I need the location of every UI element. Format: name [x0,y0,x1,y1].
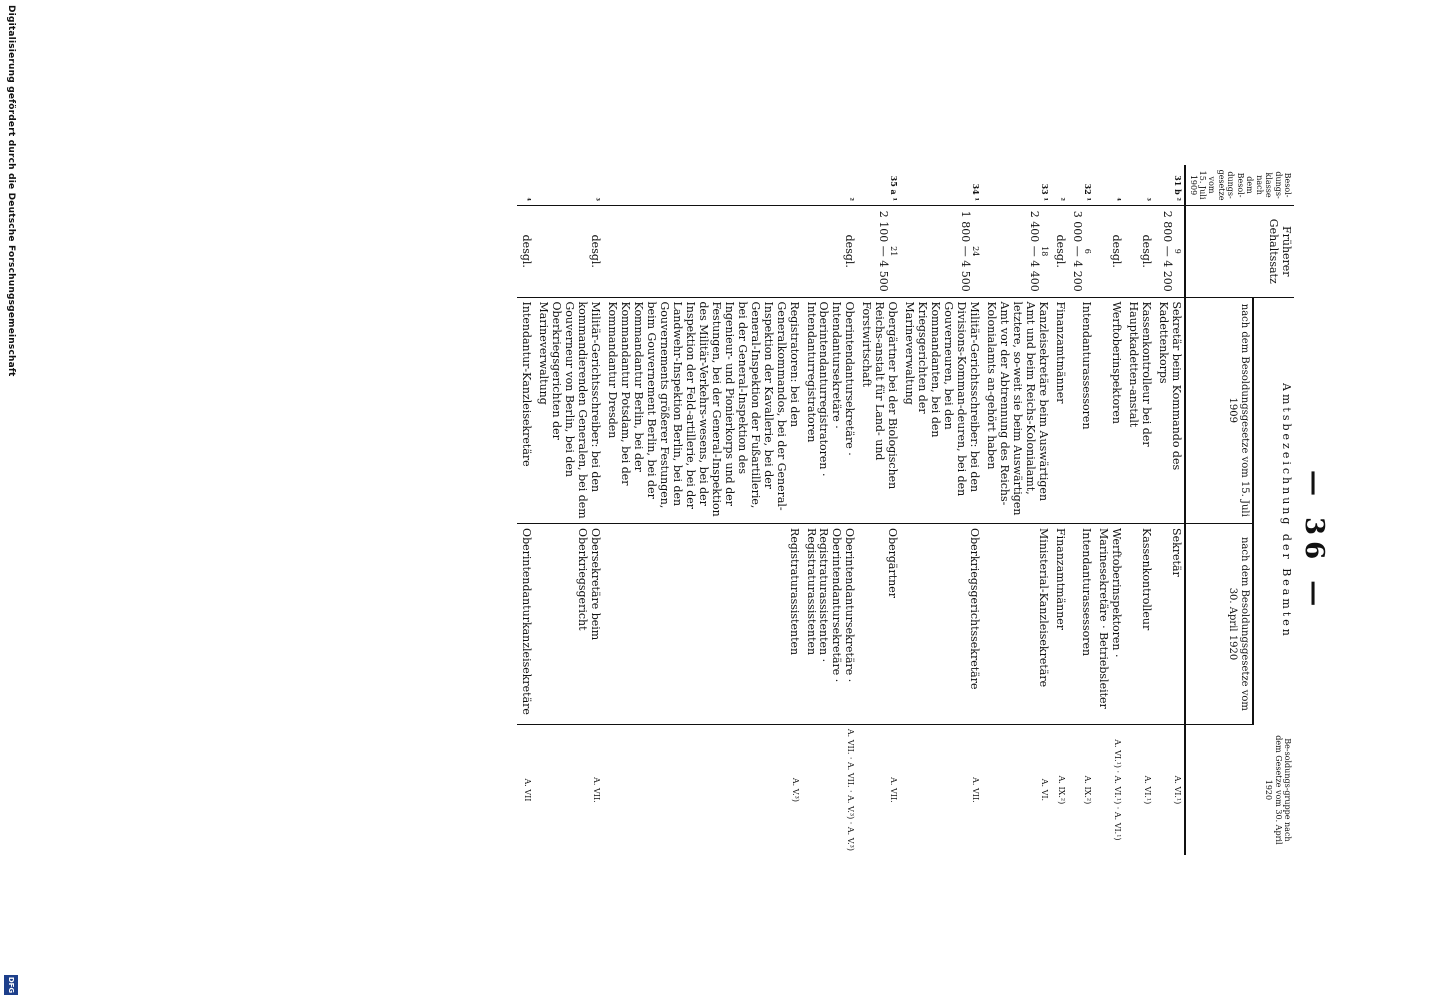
row-title-1909-text: Kanzleisekretäre beim Auswärtigen Amt und beim Reichs-Kolonialamt, letztere, so-weit sie beim Auswärtigen Amt vor der Abtrennung des Reichs-Kolonialamts an-gehört haben [985,301,1050,516]
row-title-1909 [1154,297,1185,524]
row-klasse [1154,165,1185,206]
row-gehalt-text: desgl. [843,234,857,268]
row-title-1909 [802,297,858,524]
row-title-1909-text: Werftoberinspektoren [1110,301,1124,424]
table-row [534,165,603,855]
row-title-1909 [1068,297,1094,524]
row-gehalt-text: 3 000 — 4 200 [1070,210,1084,292]
row-sup: 21 [889,246,899,257]
table-row [802,165,858,855]
row-title-1909 [603,297,802,524]
row-title-1920-text: Intendanturassessoren [1080,528,1094,657]
row-gehalt [1068,206,1094,297]
row-gruppe-text: A. V.³) [790,777,800,802]
row-gehalt [900,206,982,297]
row-klasse-text: 35 a ¹ [889,175,900,202]
row-gruppe-text: A. VI.¹) · A. VI.¹) · A. VI.¹) [1113,739,1123,841]
row-klasse [802,165,858,206]
row-sup: 6 [1083,248,1093,254]
table-row [1051,165,1068,855]
table-row [982,165,1051,855]
row-title-1909-text: Intendantur-Kanzleisekretäre [520,301,534,467]
table-row [603,165,802,855]
row-title-1920 [1068,524,1094,725]
funding-text: Digitalisierung gefördert durch die Deutsche Forschungsgemeinschaft [6,5,16,377]
row-gehalt [802,206,858,297]
row-gehalt-text: 2 800 — 4 200 [1160,210,1174,292]
row-sup: 24 [971,246,981,257]
table-row [857,165,900,855]
row-klasse [857,165,900,206]
header-1920: nach dem Besoldungsgesetze vom 30. April 1920 [1185,524,1253,725]
row-gruppe-text: A. VII. [889,777,899,803]
row-gruppe [982,724,1051,855]
row-gruppe-text: A. VII. [971,777,981,803]
row-title-1920-text: Kassenkontrolleur [1140,528,1154,631]
row-title-1909-text: Militär-Gerichtsschreiber: bei den kommandierenden Generalen, bei dem Gouverneur von Berlin, bei den Oberkriegsgerichten der Marineverwaltung [537,301,603,519]
row-gruppe-text: A. VI.¹) [1173,775,1183,805]
row-title-1909-text: Oberintendantursekretäre · Intendantursekretäre · Oberintendanturregistratoren · Intendanturregistratoren [804,301,857,477]
row-title-1920-text: Werftoberinspektoren · Marinesekretäre · Betriebsleiter [1097,528,1124,709]
row-sup: 9 [1173,248,1183,254]
row-title-1920-text: Oberintendantursekretäre · Oberintendantursekretäre · Registraturassistenten · Registraturassistenten [804,528,857,683]
row-gehalt-text: desgl. [1053,234,1067,268]
table-row [1068,165,1094,855]
row-gruppe [1094,724,1124,855]
row-gehalt [1124,206,1154,297]
row-klasse-text: ² [846,197,857,202]
row-gehalt-text: desgl. [589,234,603,268]
row-klasse [900,165,982,206]
page-number: — 36 — [1299,470,1329,613]
row-title-1920 [802,524,858,725]
row-gruppe [1154,724,1185,855]
header-gehalt: Früherer Gehaltssatz [1185,206,1294,297]
row-gehalt-text: desgl. [1110,234,1124,268]
row-title-1920 [900,524,982,725]
row-title-1920 [1051,524,1068,725]
row-gruppe [1068,724,1094,855]
row-title-1920-text: Oberintendanturkanzleisekretäre [520,528,534,715]
row-title-1909 [1094,297,1124,524]
row-klasse-text: ² [1056,197,1067,202]
row-klasse [1051,165,1068,206]
table-row [1124,165,1154,855]
row-gruppe-text: A. VII [523,778,533,802]
header-klasse: Besol-dungs-klasse nach dem Besol-dungs-gesetze vom 15. Juli 1909 [1185,165,1294,206]
row-klasse-text: 32 ¹ [1083,183,1094,202]
row-title-1909-text: Sekretär beim Kommando des Kadettenkorps [1157,301,1184,471]
header-1909: nach dem Besoldungsgesetze vom 15. Juli 1909 [1185,297,1253,524]
row-title-1909-text: Kassenkontrolleur bei der Hauptkadetten-anstalt [1127,301,1154,447]
row-title-1920-text: Finanzamtmänner [1053,528,1067,631]
table-body [517,165,1185,855]
row-gehalt [857,206,900,297]
row-gehalt [603,206,802,297]
row-gruppe [517,724,534,855]
row-title-1909-text: Militär-Gerichtsschreiber: bei den Divisions-Komman-deuren, bei den Gouverneuren, bei den Kommandanten, bei den Kriegsgerichten der Marineverwaltung [903,301,982,497]
row-klasse [1124,165,1154,206]
row-klasse [982,165,1051,206]
row-title-1920-text: Sekretär [1170,528,1184,577]
table-row [517,165,534,855]
row-gehalt [1094,206,1124,297]
row-gehalt [1051,206,1068,297]
row-gruppe-text: A. IX.²) [1083,775,1093,805]
row-sup: 18 [1040,246,1049,257]
row-title-1909-text: Registratoren: bei den Generalkommandos, bei der General-Inspektion der Kavallerie, bei der General-Inspektion der Fußartillerie, bei der General-Inspektion des Ingenieur- und Pionierkorps und der Festungen, bei der General-Inspektion des Militär-Verkehrs-wesens, bei der Inspektion der Feld-artillerie, bei der Landwehr-Inspektion Berlin, bei den Gouvernements größerer Festungen, beim Gouvernement Berlin, bei der Kommandantur Berlin, bei der Kommandantur Potsdam, bei der Kommandantur Dresden [606,301,801,517]
row-title-1920-text: Obergärtner [886,528,900,599]
row-klasse-text: ⁴ [1113,197,1124,202]
row-klasse [1094,165,1124,206]
salary-table [517,165,1294,855]
table-row [900,165,982,855]
row-klasse-text: ⁴ [523,197,534,202]
row-gehalt [534,206,603,297]
row-gruppe-text: A. VI. [1040,778,1049,802]
row-title-1920 [857,524,900,725]
row-gruppe [857,724,900,855]
row-title-1909 [982,297,1051,524]
row-gruppe-text: A. VII. · A. VII. · A. V.³) · A. V.³) [846,728,856,851]
row-title-1909-text: Obergärtner bei der Biologischen Reichs-anstalt für Land- und Forstwirtschaft [860,301,900,490]
row-gruppe [1051,724,1068,855]
dfg-logo-icon: DFG [4,975,18,995]
table-row [1094,165,1124,855]
funding-banner [4,5,24,1005]
row-title-1920 [982,524,1051,725]
row-gehalt [1154,206,1185,297]
row-klasse-text: ³ [592,197,603,202]
row-title-1920 [1124,524,1154,725]
row-title-1920 [1094,524,1124,725]
row-title-1909 [1124,297,1154,524]
row-title-1920-text: Obersekretäre beim Oberkriegsgericht [576,528,603,641]
row-gehalt [982,206,1051,297]
row-gehalt-text: desgl. [520,234,534,268]
row-title-1920-text: Oberkriegsgerichtssekretäre [968,528,982,690]
row-klasse-text: 33 ¹ [1040,183,1050,202]
row-gruppe-text: A. VI.¹) [1143,775,1153,805]
row-title-1920 [603,524,802,725]
row-klasse [517,165,534,206]
row-title-1920 [534,524,603,725]
row-gruppe [603,724,802,855]
row-klasse-text: ³ [1143,197,1154,202]
row-gruppe-text: A. IX.²) [1056,775,1066,805]
row-gruppe [1124,724,1154,855]
row-title-1909 [900,297,982,524]
row-gehalt [517,206,534,297]
row-title-1920 [1154,524,1185,725]
table-row [1154,165,1185,855]
row-title-1909 [517,297,534,524]
row-gruppe [802,724,858,855]
row-gruppe [534,724,603,855]
row-title-1909-text: Intendanturassessoren [1080,301,1094,430]
row-title-1909 [534,297,603,524]
row-title-1909 [857,297,900,524]
row-title-1920-text: Registraturassistenten [787,528,801,656]
row-gehalt-text: 2 400 — 4 400 [1027,210,1041,292]
row-gehalt-text: desgl. [1140,234,1154,268]
row-gehalt-text: 1 800 — 4 500 [958,210,972,292]
row-title-1909 [1051,297,1068,524]
row-klasse-text: 34 ¹ [971,183,982,202]
row-title-1920 [517,524,534,725]
row-gruppe [900,724,982,855]
row-title-1920-text: Ministerial-Kanzleisekretäre [1037,528,1050,688]
row-klasse [603,165,802,206]
row-klasse [534,165,603,206]
row-klasse [1068,165,1094,206]
row-gehalt-text: 2 100 — 4 500 [876,210,890,292]
header-gruppe: Be-soldungs-gruppe nach dem Gesetze vom 30. April 1920 [1185,724,1294,855]
row-klasse-text: 31 b ² [1173,175,1184,202]
row-title-1909-text: Finanzamtmänner [1053,301,1067,404]
header-group: Amtsbezeichnung der Beamten [1253,297,1294,724]
row-gruppe-text: A. VII. [592,777,602,803]
